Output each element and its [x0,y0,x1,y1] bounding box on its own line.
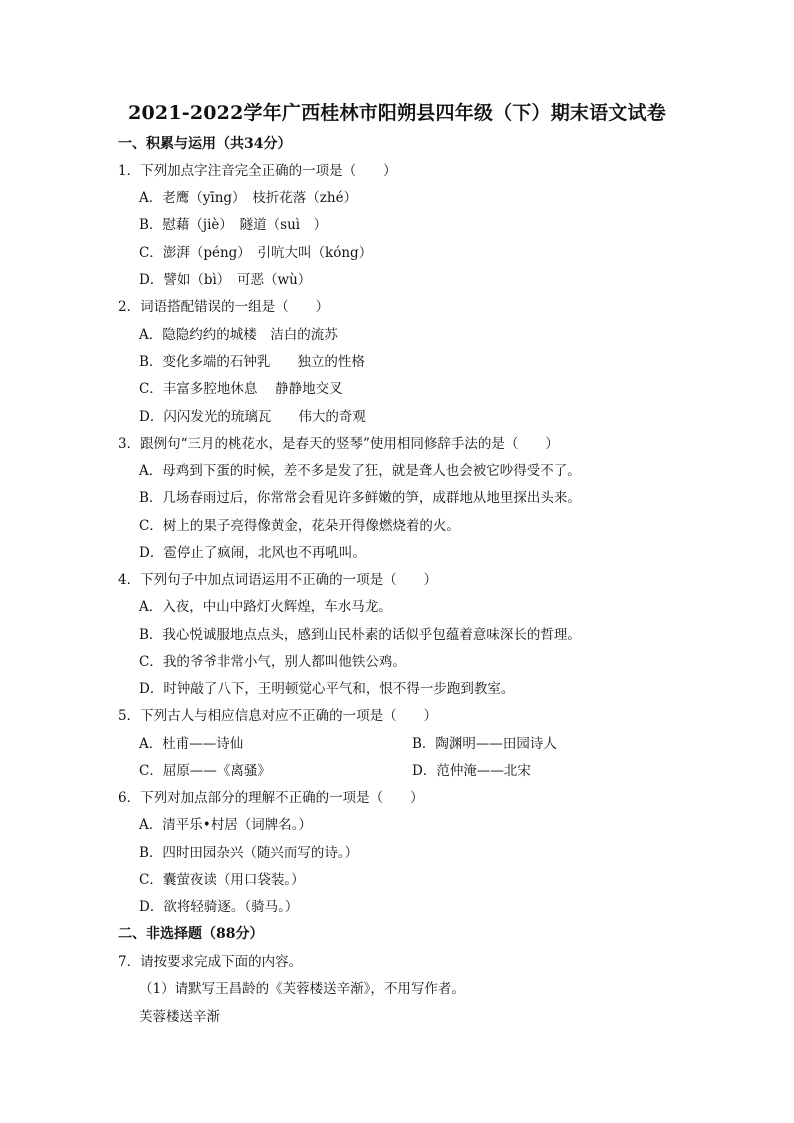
question-5-option-a: A．杜甫——诗仙 [139,736,244,752]
question-1-option-b: B．慰藉（jiè） 隧道（suì ） [139,217,328,233]
question-4-stem: 4．下列句子中加点词语运用不正确的一项是（ ） [118,572,438,588]
question-1-option-d: D．譬如（bì） 可恶（wù） [139,272,312,288]
question-6-option-d: D．欲将轻骑逐。（骑马。） [139,899,299,915]
question-3-option-a: A．母鸡到下蛋的时候，差不多是发了狂，就是聋人也会被它吵得受不了。 [139,463,581,479]
question-4-option-b: B．我心悦诚服地点点头，感到山民朴素的话似乎包蕴着意味深长的哲理。 [139,627,581,643]
question-6-option-a: A．清平乐•村居（词牌名。） [139,817,312,833]
question-2-option-b: B．变化多端的石钟乳 独立的性格 [139,354,365,370]
question-2-option-c: C．丰富多腔地休息 静静地交叉 [139,381,343,397]
question-4-option-d: D．时钟敲了八下，王明顿觉心平气和，恨不得一步跑到教室。 [139,681,515,697]
question-4-option-c: C．我的爷爷非常小气，别人都叫他铁公鸡。 [139,654,406,670]
poem-title: 芙蓉楼送辛渐 [139,1009,220,1025]
question-3-option-c: C．树上的果子亮得像黄金，花朵开得像燃烧着的火。 [139,518,460,534]
question-1-option-a: A．老鹰（yīng） 枝折花落（zhé） [139,190,358,206]
question-4-option-a: A．入夜，中山中路灯火辉煌，车水马龙。 [139,599,392,615]
question-2-stem: 2．词语搭配错误的一组是（ ） [118,299,330,315]
exam-title: 2021-2022学年广西桂林市阳朔县四年级（下）期末语文试卷 [128,102,666,124]
question-3-stem: 3．跟例句“三月的桃花水，是春天的竖琴”使用相同修辞手法的是（ ） [118,436,559,452]
question-7-sub-1: （1）请默写王昌龄的《芙蓉楼送辛渐》，不用写作者。 [139,981,465,997]
question-5-option-b: B．陶渊明——田园诗人 [412,736,557,752]
question-6-option-c: C．囊萤夜读（用口袋装。） [139,872,305,888]
question-3-option-d: D．雹停止了疯闹，北风也不再吼叫。 [139,545,366,561]
section-heading-1: 一、积累与运用（共34分） [118,136,292,152]
question-5-option-d: D．范仲淹——北宋 [412,763,531,779]
section-heading-2: 二、非选择题（88分） [118,926,264,942]
question-6-stem: 6．下列对加点部分的理解不正确的一项是（ ） [118,790,424,806]
question-2-option-d: D．闪闪发光的琉璃瓦 伟大的奇观 [139,409,366,425]
question-5-stem: 5．下列古人与相应信息对应不正确的一项是（ ） [118,708,438,724]
question-7-stem: 7．请按要求完成下面的内容。 [118,954,303,970]
question-1-stem: 1．下列加点字注音完全正确的一项是（ ） [118,163,397,179]
question-2-option-a: A．隐隐约约的城楼 洁白的流苏 [139,327,338,343]
question-3-option-b: B．几场春雨过后，你常常会看见许多鲜嫩的笋，成群地从地里探出头来。 [139,490,581,506]
question-6-option-b: B．四时田园杂兴（随兴而写的诗。） [139,845,359,861]
question-5-option-c: C．屈原——《离骚》 [139,763,271,779]
question-1-option-c: C．澎湃（péng） 引吭大叫（kóng） [139,245,373,261]
